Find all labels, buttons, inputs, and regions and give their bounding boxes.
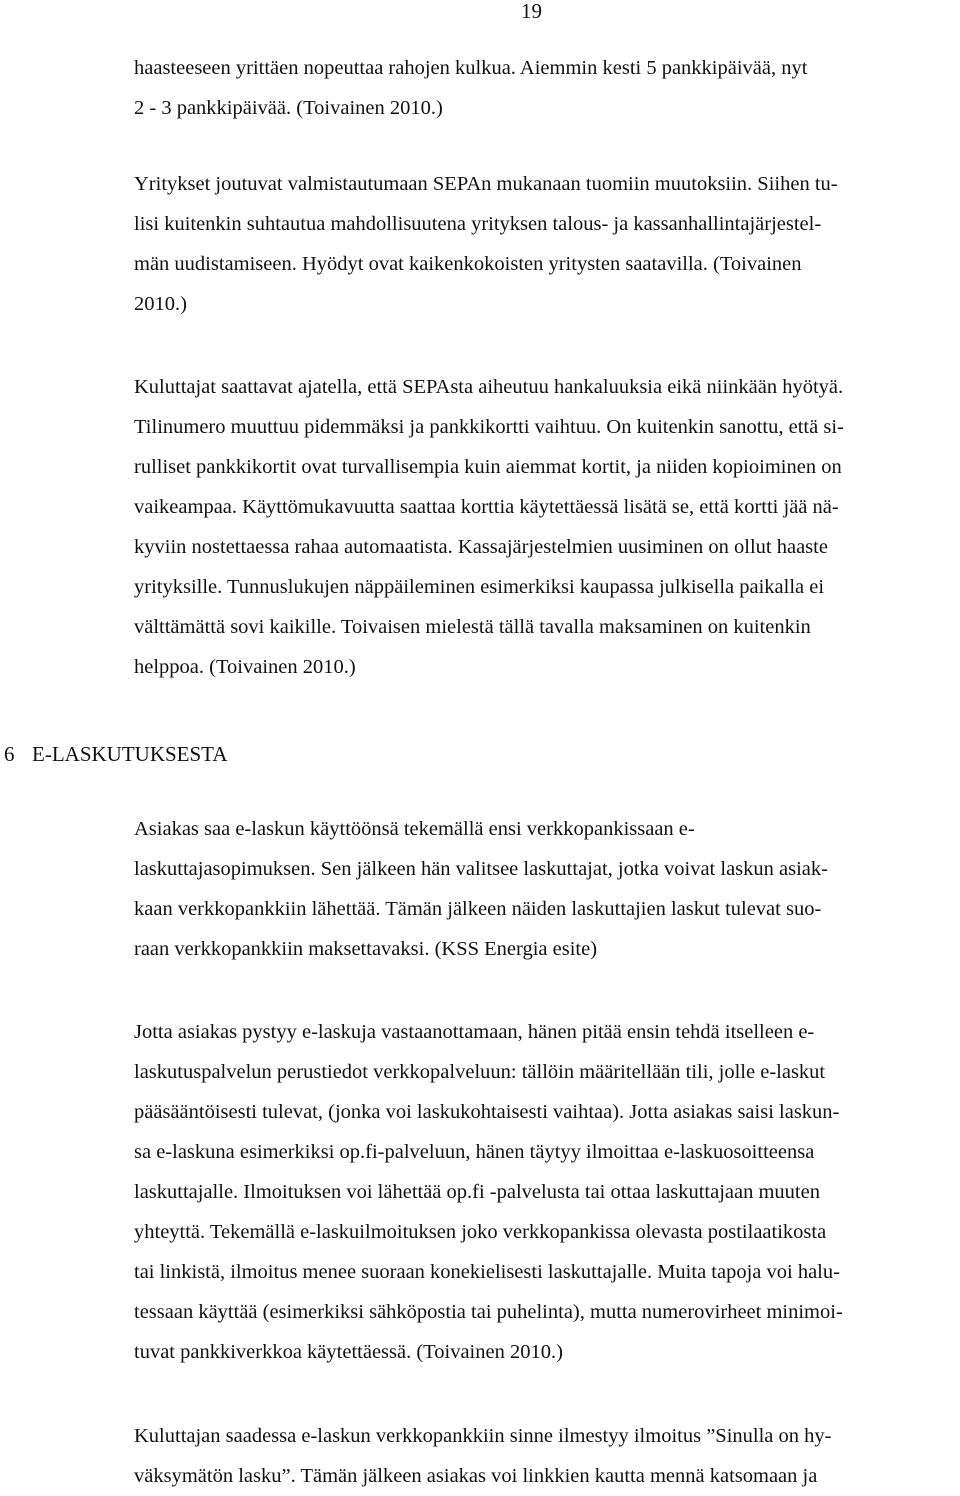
text-line: pääsääntöisesti tulevat, (jonka voi laskukohtaisesti vaihtaa). Jotta asiakas saisi laskun- bbox=[134, 1101, 840, 1123]
text-line: laskutuspalvelun perustiedot verkkopalveluun: tällöin määritellään tili, jolle e-laskut bbox=[134, 1061, 826, 1083]
text-line: sa e-laskuna esimerkiksi op.fi-palveluun, hänen täytyy ilmoittaa e-laskuosoitteensa bbox=[134, 1141, 815, 1163]
text-line: rulliset pankkikortit ovat turvallisempia kuin aiemmat kortit, ja niiden kopioiminen on bbox=[134, 456, 842, 478]
text-line: raan verkkopankkiin maksettavaksi. (KSS Energia esite) bbox=[134, 938, 598, 960]
paragraph-e-invoice-intro bbox=[134, 809, 934, 969]
text-line: laskuttajalle. Ilmoituksen voi lähettää op.fi -palvelusta tai ottaa laskuttajaan muuten bbox=[134, 1181, 820, 1203]
paragraph-companies bbox=[134, 164, 934, 324]
paragraph-sepa-speed bbox=[134, 48, 934, 128]
text-line: laskuttajasopimuksen. Sen jälkeen hän valitsee laskuttajat, jotka voivat laskun asiak- bbox=[134, 858, 828, 880]
text-line: yrityksille. Tunnuslukujen näppäileminen esimerkiksi kaupassa julkisella paikalla ei bbox=[134, 576, 825, 598]
text-line: helppoa. (Toivainen 2010.) bbox=[134, 656, 356, 678]
paragraph-e-invoice-setup bbox=[134, 1012, 934, 1372]
text-line: lisi kuitenkin suhtautua mahdollisuutena yrityksen talous- ja kassanhallintajärjestel- bbox=[134, 213, 822, 235]
text-line: Asiakas saa e-laskun käyttöönsä tekemällä ensi verkkopankissaan e- bbox=[134, 818, 695, 840]
text-line: Kuluttajan saadessa e-laskun verkkopankkiin sinne ilmestyy ilmoitus ”Sinulla on hy- bbox=[134, 1425, 832, 1447]
text-line: Kuluttajat saattavat ajatella, että SEPAsta aiheutuu hankaluuksia eikä niinkään hyötyä. bbox=[134, 376, 844, 398]
text-line: Jotta asiakas pystyy e-laskuja vastaanottamaan, hänen pitää ensin tehdä itselleen e- bbox=[134, 1021, 815, 1043]
text-line: vaikeampaa. Käyttömukavuutta saattaa korttia käytettäessä lisätä se, että kortti jää nä- bbox=[134, 496, 839, 518]
text-line: välttämättä sovi kaikille. Toivaisen mielestä tällä tavalla maksaminen on kuitenkin bbox=[134, 616, 811, 638]
text-line: Yritykset joutuvat valmistautumaan SEPAn mukanaan tuomiin muutoksiin. Siihen tu- bbox=[134, 173, 838, 195]
text-line: tuvat pankkiverkkoa käytettäessä. (Toivainen 2010.) bbox=[134, 1341, 563, 1363]
paragraph-e-invoice-approval bbox=[134, 1416, 934, 1496]
section-title: E-LASKUTUKSESTA bbox=[32, 742, 228, 766]
paragraph-consumers bbox=[134, 367, 934, 687]
text-line: yhteyttä. Tekemällä e-laskuilmoituksen joko verkkopankissa olevasta postilaatikosta bbox=[134, 1221, 827, 1243]
text-line: Tilinumero muuttuu pidemmäksi ja pankkikortti vaihtuu. On kuitenkin sanottu, että si- bbox=[134, 416, 844, 438]
text-line: kaan verkkopankkiin lähettää. Tämän jälkeen näiden laskuttajien laskut tulevat suo- bbox=[134, 898, 822, 920]
text-line: tessaan käyttää (esimerkiksi sähköpostia tai puhelinta), mutta numerovirheet minimoi- bbox=[134, 1301, 843, 1323]
text-line: haasteeseen yrittäen nopeuttaa rahojen kulkua. Aiemmin kesti 5 pankkipäivää, nyt bbox=[134, 57, 808, 79]
text-line: 2 - 3 pankkipäivää. (Toivainen 2010.) bbox=[134, 97, 443, 119]
section-heading bbox=[4, 734, 227, 774]
text-line: tai linkistä, ilmoitus menee suoraan konekielisesti laskuttajalle. Muita tapoja voi halu- bbox=[134, 1261, 840, 1283]
text-line: kyviin nostettaessa rahaa automaatista. Kassajärjestelmien uusiminen on ollut haaste bbox=[134, 536, 828, 558]
text-line: män uudistamiseen. Hyödyt ovat kaikenkokoisten yritysten saatavilla. (Toivainen bbox=[134, 253, 802, 275]
section-number: 6 bbox=[4, 742, 15, 766]
page-number: 19 bbox=[521, 0, 542, 23]
text-line: väksymätön lasku”. Tämän jälkeen asiakas voi linkkien kautta mennä katsomaan ja bbox=[134, 1465, 818, 1487]
text-line: 2010.) bbox=[134, 293, 187, 315]
